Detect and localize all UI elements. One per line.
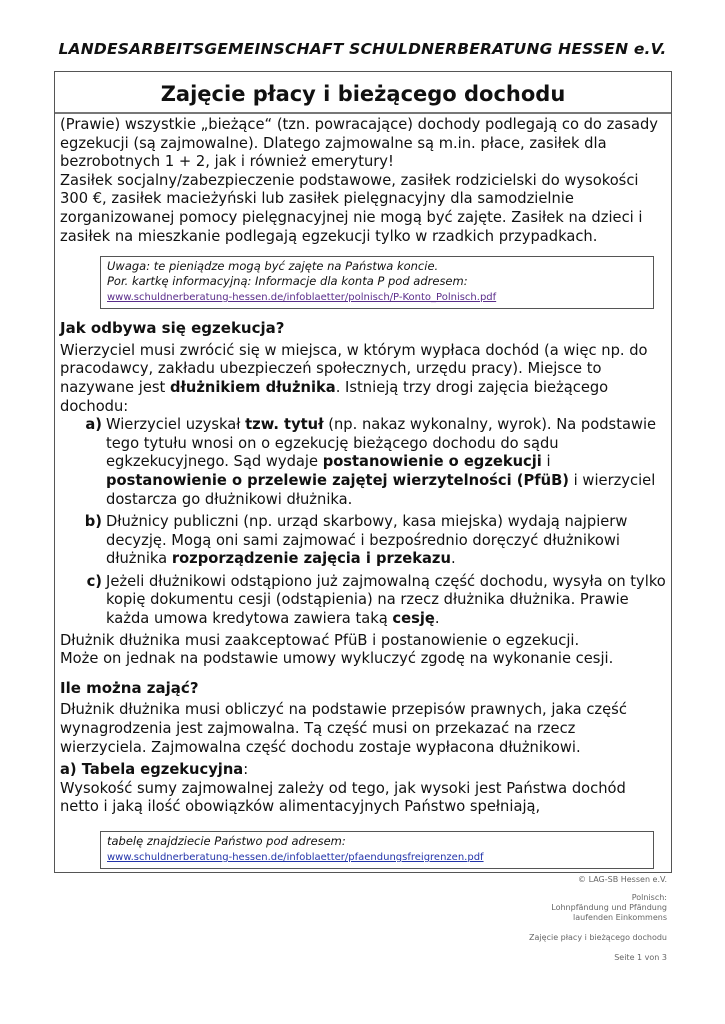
footer-topic-1: Lohnpfändung und Pfändung: [551, 903, 667, 912]
text-run: Wierzyciel uzyskał: [106, 416, 246, 434]
list-label: c): [86, 572, 102, 590]
closing-line-2: Może on jednak na podstawie umowy wykluczyć zgodę na wykonanie cesji.: [60, 650, 614, 668]
bold-term: cesję: [392, 610, 435, 628]
p-konto-link[interactable]: www.schuldnerberatung-hessen.de/infoblaetter/polnisch/P-Konto_Polnisch.pdf: [107, 292, 497, 304]
list-label: b): [84, 513, 102, 531]
note-box-p-konto: [100, 256, 654, 309]
organization-header: LANDESARBEITSGEMEINSCHAFT SCHULDNERBERATUNG HESSEN e.V.: [58, 40, 667, 58]
list-item-a: [60, 416, 666, 509]
intro-paragraph-1: (Prawie) wszystkie „bieżące“ (tzn. powracające) dochody podlegają co do zasady egzekucji (są zajmowalne). Dlatego zajmowalne są m.in. płace, zasiłek dla bezrobotnych 1 + 2, jak i również emerytury!: [60, 116, 658, 171]
text-run: Jeżeli dłużnikowi odstąpiono już zajmowalną część dochodu, wysyła on tylko kopię dokumentu cesji (odstąpienia) na rzecz dłużnika dłużnika. Prawie każda umowa kredytowa zawiera taką: [106, 572, 666, 628]
note-line-1: Uwaga: te pieniądze mogą być zajęte na Państwa koncie.: [107, 259, 439, 274]
bold-term: postanowienie o egzekucji: [322, 453, 542, 471]
text-run: i: [541, 453, 551, 471]
list-label: a): [85, 416, 102, 434]
text-run: .: [434, 610, 440, 628]
section-heading-amount: Ile można zająć?: [60, 678, 199, 697]
table-paragraph: Wysokość sumy zajmowalnej zależy od tego, jak wysoki jest Państwa dochód netto i jaką ilość obowiązków alimentacyjnych Państwo spełniają,: [60, 779, 626, 816]
text-run: i wierzyciel dostarcza go dłużnikowi dłużnika.: [106, 471, 656, 508]
section-heading-enforcement: Jak odbywa się egzekucja?: [60, 319, 285, 338]
content-frame: [54, 71, 672, 873]
text-run: :: [243, 761, 249, 779]
text-run: (np. nakaz wykonalny, wyrok). Na podstawie tego tytułu wnosi on o egzekucję bieżącego dochodu do sądu egkzekucyjnego. Sąd wydaje: [106, 416, 657, 471]
note-box-table: [100, 831, 654, 869]
text-run: . Istnieją trzy drogi zajęcia bieżącego dochodu:: [60, 378, 609, 415]
text-run: Dłużnicy publiczni (np. urząd skarbowy, kasa miejska) wydają najpierw decyzję. Mogą oni sami zajmować i bezpośrednio doręczyć dłużnikowi dłużnika: [106, 513, 628, 568]
sub-heading-table: [60, 761, 666, 780]
intro-paragraph-2: Zasiłek socjalny/zabezpieczenie podstawowe, zasiłek rodzicielski do wysokości 300 €, zasiłek macieżyński lub zasiłek pielęgnacyjny dla samodzielnie zorganizowanej pomocy pielęgnacyjnej nie mogą być zajęte. Zasiłek na dzieci i zasiłek na mieszkanie podlegają egzekucji tylko w rzadkich przypadkach.: [60, 171, 643, 245]
enforcement-paragraph: [60, 342, 666, 416]
main-content: [60, 116, 666, 875]
footer-page-number: Seite 1 von 3: [614, 953, 667, 962]
footer-copyright: © LAG-SB Hessen e.V.: [578, 875, 667, 884]
footer-topic-2: laufenden Einkommens: [573, 913, 667, 922]
list-item-c: [60, 573, 666, 629]
note-line-1: tabelę znajdziecie Państwo pod adresem:: [107, 834, 346, 848]
table-link[interactable]: www.schuldnerberatung-hessen.de/infoblaetter/pfaendungsfreigrenzen.pdf: [107, 852, 484, 863]
closing-line-1: Dłużnik dłużnika musi zaakceptować PfüB i postanowienie o egzekucji.: [60, 631, 580, 649]
list-text: [106, 513, 666, 569]
footer: [529, 875, 667, 963]
note-line-2: Por. kartkę informacyjną: Informacje dla konta P pod adresem:: [107, 274, 468, 289]
bold-term: postanowienie o przelewie zajętej wierzytelności (PfüB): [106, 471, 570, 489]
text-run: .: [450, 550, 456, 568]
bold-term: rozporządzenie zajęcia i przekazu: [171, 550, 451, 568]
list-item-b: [60, 513, 666, 569]
list-text: [106, 416, 666, 509]
footer-language: Polnisch:: [631, 893, 667, 902]
bold-term: dłużnikiem dłużnika: [169, 378, 336, 396]
footer-doc-title: Zajęcie płacy i bieżącego dochodu: [529, 933, 667, 942]
page-title: Zajęcie płacy i bieżącego dochodu: [55, 72, 671, 114]
bold-term: tzw. tytuł: [245, 416, 324, 434]
list-text: [106, 573, 666, 629]
amount-paragraph: Dłużnik dłużnika musi obliczyć na podstawie przepisów prawnych, jaka część wynagrodzenia jest zajmowalna. Tą część musi on przekazać na rzecz wierzyciela. Zajmowalna część dochodu zostaje wypłacona dłużnikowi.: [60, 701, 627, 756]
bold-term: a) Tabela egzekucyjna: [60, 761, 244, 779]
text-run: Wierzyciel musi zwrócić się w miejsca, w którym wypłaca dochód (a więc np. do pracodawcy, zakładu ubezpieczeń społecznych, urzędu pracy). Miejsce to nazywane jest: [60, 341, 648, 396]
